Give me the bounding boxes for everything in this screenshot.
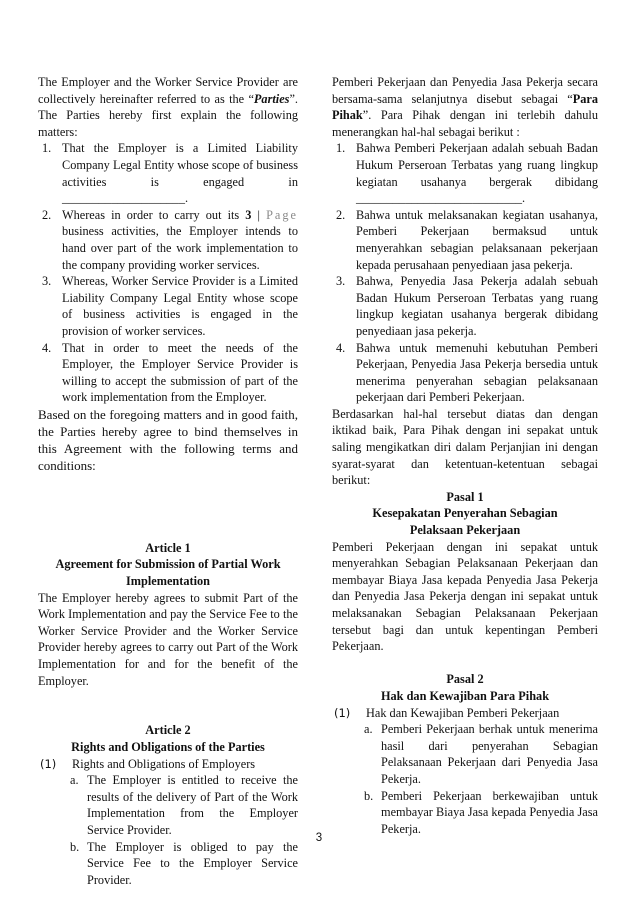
pasal-1-subtitle-2: Pelaksaan Pekerjaan	[409, 523, 521, 538]
pasal-2-subtitle: Hak dan Kewajiban Para Pihak	[380, 688, 550, 703]
indonesian-column	[332, 74, 598, 837]
list-item: 1. Bahwa Pemberi Pekerjaan adalah sebuah Badan Hukum Perseroan Terbatas yang ruang lingkup kegiatan usahanya bergerak dibidang ___________________________.	[336, 141, 598, 206]
intro-paragraph: The Employer and the Worker Service Provider are collectively hereinafter referred to as the “Parties”. The Parties hereby first explain the following matters:	[38, 75, 298, 139]
clause-1: (1) Rights and Obligations of Employers	[40, 756, 256, 771]
intro-paragraph: Pemberi Pekerjaan dan Penyedia Jasa Pekerja secara bersama-sama selanjutnya disebut sebagai “Para Pihak”. Para Pihak dengan ini terlebih dahulu menerangkan hal-hal sebagai berikut :	[332, 75, 598, 139]
article-2-subtitle: Rights and Obligations of the Parties	[71, 740, 265, 754]
list-item: 4. That in order to meet the needs of the Employer, the Employer Service Provider is willing to accept the submission of part of the work implementation from the Employer.	[42, 340, 298, 405]
pasal-2-title: Pasal 2	[446, 672, 484, 687]
clause-1-sublist	[332, 721, 598, 837]
article-1-title: Article 1	[145, 540, 191, 555]
english-column	[38, 74, 298, 888]
clause-1: (1) Hak dan Kewajiban Pemberi Pekerjaan	[334, 705, 560, 720]
list-item: 2. Bahwa untuk melaksanakan kegiatan usahanya, Pemberi Pekerjaan bermaksud untuk menyerahkan sebagian pelaksanaan pekerjaan kepada perusahaan penyediaan jasa pekerja.	[336, 207, 598, 272]
list-item: b. The Employer is obliged to pay the Service Fee to the Employer Service Provider.	[70, 839, 298, 887]
list-item: b. Pemberi Pekerjaan berkewajiban untuk membayar Biaya Jasa kepada Penyedia Jasa Pekerja.	[364, 788, 598, 836]
closing-paragraph: Based on the foregoing matters and in good faith, the Parties hereby agree to bind themselves in this Agreement with the following terms and conditions:	[38, 406, 298, 473]
pasal-1-title: Pasal 1	[446, 489, 484, 504]
list-item: 3. Bahwa, Penyedia Jasa Pekerja adalah sebuah Badan Hukum Perseroan Terbatas yang ruang lingkup kegiatan usahanya bergerak dibidang penyediaan jasa pekerja.	[336, 274, 598, 338]
list-item: a. The Employer is entitled to receive the results of the delivery of Part of the Work Implementation from the Employer Service Provider.	[70, 773, 298, 837]
pasal-1-subtitle: Kesepakatan Penyerahan Sebagian	[372, 506, 558, 521]
article-2-title: Article 2	[145, 723, 191, 738]
clause-1-sublist	[38, 772, 298, 888]
recitals-list	[38, 140, 298, 406]
list-item: 1. That the Employer is a Limited Liability Company Legal Entity whose scope of business activities is engaged in ____________________.	[42, 141, 298, 206]
article-1-subtitle: Agreement for Submission of Partial Work Implementation	[55, 557, 281, 589]
recitals-list	[332, 140, 598, 406]
page-number: 3	[315, 832, 323, 844]
article-1-body: The Employer hereby agrees to submit Part of the Work Implementation and pay the Service Fee to the Worker Service Provider and the Worker Service Provider hereby agrees to carry out Part of the Work Implementation for and for the benefit of the Employer.	[38, 590, 298, 688]
para-pihak-term: Para Pihak	[332, 91, 598, 123]
list-item: a. Pemberi Pekerjaan berhak untuk menerima hasil dari penyerahan Sebagian Pelaksanaan Pekerjaan dari Penyedia Jasa Pekerja.	[364, 722, 598, 786]
list-item: 2. Whereas in order to carry out its 3 | Page business activities, the Employer intends to hand over part of the work implementation to the company providing worker services.	[42, 207, 298, 272]
closing-paragraph: Berdasarkan hal-hal tersebut diatas dan dengan iktikad baik, Para Pihak dengan ini sepakat untuk saling mengikatkan diri dalam Perjanjian ini dengan syarat-syarat dan ketentuan-ketentuan sebagai berikut:	[332, 406, 598, 488]
list-item: 3. Whereas, Worker Service Provider is a Limited Liability Company Legal Entity whose scope of business activities is engaged in the provision of worker services.	[42, 274, 298, 338]
parties-term: Parties	[253, 91, 290, 106]
page-number-inline: 3	[245, 207, 252, 222]
pasal-1-body: Pemberi Pekerjaan dengan ini sepakat untuk menyerahkan Sebagian Pelaksanaan Pekerjaan dan membayar Biaya Jasa kepada Penyedia Jasa Pekerja dan Penyedia Jasa Pekerja dengan ini sepakat untuk melaksanakan Sebagian Pelaksanaan Pekerjaan tersebut bagi dan untuk kepentingan Pemberi Pekerjaan.	[332, 539, 598, 654]
list-item: 4. Bahwa untuk memenuhi kebutuhan Pemberi Pekerjaan, Penyedia Jasa Pekerja bersedia untuk menerima penyerahan sebagian pelaksanaan pekerjaan dari Pemberi Pekerjaan.	[336, 340, 598, 405]
page-footer-word: Page	[266, 207, 298, 222]
